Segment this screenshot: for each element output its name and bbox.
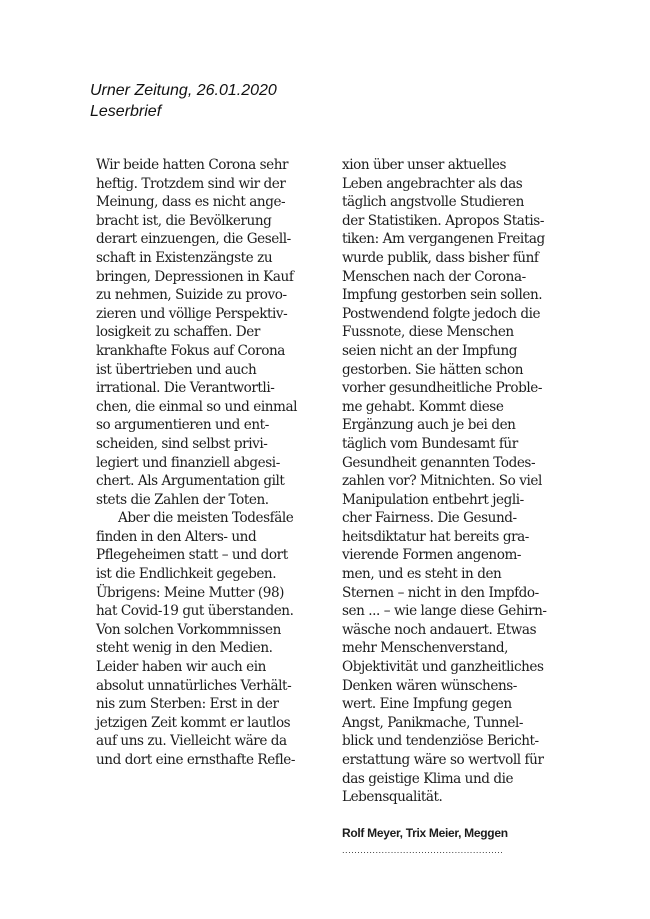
text-line: cher Fairness. Die Gesund- <box>342 510 517 527</box>
text-line: ist übertrieben und auch <box>96 361 257 378</box>
text-line: legiert und finanziell abgesi- <box>96 454 280 471</box>
text-line: tiken: Am vergangenen Freitag <box>342 231 545 248</box>
text-line: Leider haben wir auch ein <box>96 659 266 676</box>
text-line: seien nicht an der Impfung <box>342 342 517 359</box>
text-line: Übrigens: Meine Mutter (98) <box>96 584 285 601</box>
text-line: der Statistiken. Apropos Statis- <box>342 212 544 229</box>
text-line: ist die Endlichkeit gegeben. <box>96 566 277 583</box>
text-line: zu nehmen, Suizide zu provo- <box>96 287 287 304</box>
text-line: hat Covid-19 gut überstanden. <box>96 603 294 620</box>
text-line: Angst, Panikmache, Tunnel- <box>342 714 524 731</box>
text-line: chen, die einmal so und einmal <box>96 398 298 415</box>
text-line: Aber die meisten Todesfäle <box>118 510 294 527</box>
text-line: vierende Formen angenom- <box>342 547 522 564</box>
text-line: jetzigen Zeit kommt er lautlos <box>96 714 291 731</box>
text-line: men, und es steht in den <box>342 566 502 583</box>
text-line: mehr Menschenverstand, <box>342 640 509 657</box>
text-line: heftig. Trotzdem sind wir der <box>96 175 286 192</box>
text-line: nis zum Sterben: Erst in der <box>96 696 279 713</box>
text-line: stets die Zahlen der Toten. <box>96 491 269 508</box>
text-line: finden in den Alters- und <box>96 528 257 545</box>
text-line: Lebensqualität. <box>342 789 443 806</box>
text-line: steht wenig in den Medien. <box>96 640 273 657</box>
text-line: chert. Als Argumentation gilt <box>96 473 285 490</box>
text-line: schaft in Existenzängste zu <box>96 249 273 266</box>
text-line: me gehabt. Kommt diese <box>342 398 504 415</box>
text-line: bringen, Depressionen in Kauf <box>96 268 294 285</box>
letter-type: Leserbrief <box>90 103 162 120</box>
left-text-column <box>96 156 311 770</box>
text-line: Objektivität und ganzheitliches <box>342 659 544 676</box>
text-line: irrational. Die Verantwortli- <box>96 380 275 397</box>
text-line: Leben angebrachter als das <box>342 175 523 192</box>
text-line: Meinung, dass es nicht ange- <box>96 194 286 211</box>
text-line: wäsche noch andauert. Etwas <box>342 621 537 638</box>
text-line: und dort eine ernsthafte Refle- <box>96 752 296 768</box>
text-line: Gesundheit genannten Todes- <box>342 454 536 471</box>
text-line: bracht ist, die Bevölkerung <box>96 212 272 229</box>
text-line: erstattung wäre so wertvoll für <box>342 752 544 768</box>
text-line: täglich angstvolle Studieren <box>342 194 524 211</box>
text-line: krankhafte Fokus auf Corona <box>96 342 285 359</box>
text-line: Ergänzung auch je bei den <box>342 417 516 434</box>
article-header <box>90 80 277 122</box>
text-line: Wir beide hatten Corona sehr <box>96 157 289 173</box>
text-line: Denken wären wünschens- <box>342 677 517 694</box>
text-line: täglich vom Bundesamt für <box>342 435 518 452</box>
text-line: derart einzuengen, die Gesell- <box>96 231 291 248</box>
text-line: heitsdiktatur hat bereits gra- <box>342 528 529 545</box>
text-line: wurde publik, dass bisher fünf <box>342 249 539 266</box>
text-line: Postwendend folgte jedoch die <box>342 305 541 322</box>
text-line: blick und tendenziöse Bericht- <box>342 733 539 750</box>
text-line: Pflegeheimen statt – und dort <box>96 547 288 564</box>
text-line: Menschen nach der Corona- <box>342 268 526 285</box>
text-line: zahlen vor? Mitnichten. So viel <box>342 473 542 490</box>
text-line: scheiden, sind selbst privi- <box>96 435 268 452</box>
text-line: xion über unser aktuelles <box>342 157 507 173</box>
text-line: vorher gesundheitliche Proble- <box>342 380 542 397</box>
text-line: Manipulation entbehrt jegli- <box>342 491 524 508</box>
text-line: gestorben. Sie hätten schon <box>342 361 524 378</box>
text-line: absolut unnatürliches Verhält- <box>96 677 292 694</box>
text-line: wert. Eine Impfung gegen <box>342 696 512 713</box>
dotted-separator: ..................................................... <box>342 846 504 855</box>
text-line: auf uns zu. Vielleicht wäre da <box>96 733 287 750</box>
text-line: Von solchen Vorkommnissen <box>96 621 281 638</box>
source-line: Urner Zeitung, 26.01.2020 <box>90 82 277 99</box>
text-line: losigkeit zu schaffen. Der <box>96 324 260 341</box>
text-line: zieren und völlige Perspektiv- <box>96 305 288 322</box>
text-line: Fussnote, diese Menschen <box>342 324 514 341</box>
text-line: Sternen – nicht in den Impfdo- <box>342 584 539 601</box>
text-line: Impfung gestorben sein sollen. <box>342 287 543 304</box>
text-line: so argumentieren und ent- <box>96 417 269 434</box>
right-text-column <box>342 156 557 807</box>
text-line: das geistige Klima und die <box>342 770 514 787</box>
text-line: sen ... – wie lange diese Gehirn- <box>342 603 547 620</box>
letter-signature: Rolf Meyer, Trix Meier, Meggen <box>342 826 508 840</box>
